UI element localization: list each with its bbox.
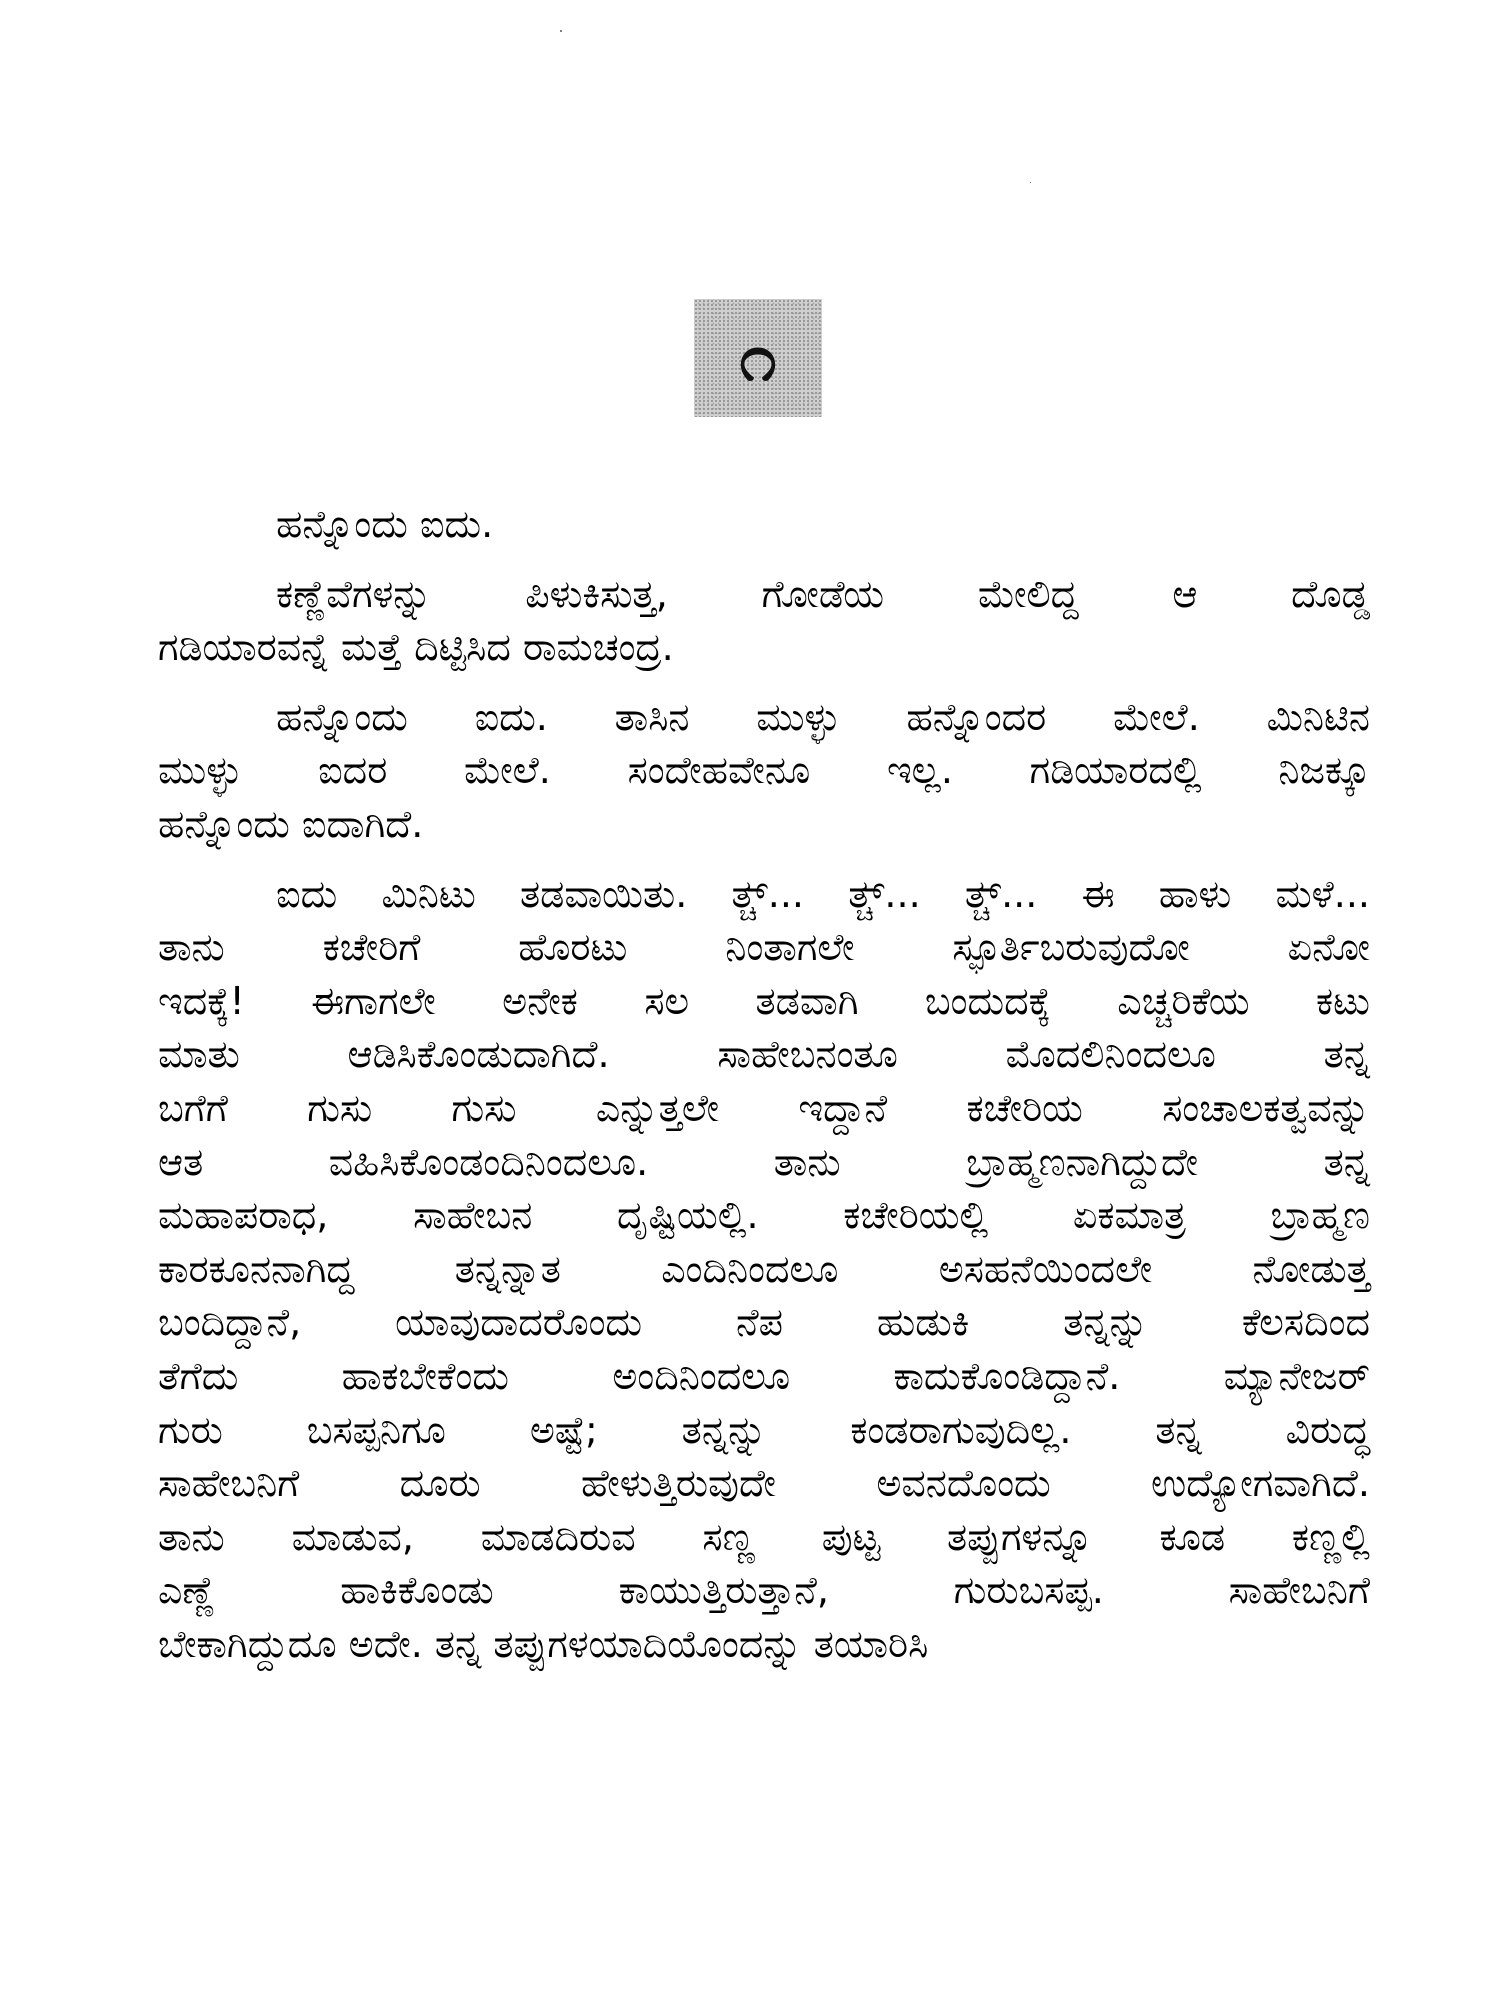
text-line: ಬೇಕಾಗಿದ್ದುದೂ ಅದೇ. ತನ್ನ ತಪ್ಪುಗಳಯಾದಿಯೊಂದನ್ನು ತಯಾರಿಸಿ <box>158 1621 929 1666</box>
paragraph <box>158 868 1370 1672</box>
chapter-number-box <box>694 299 822 417</box>
text-line: ಐದು ಮಿನಿಟು ತಡವಾಯಿತು. ತ್ಚ್... ತ್ಚ್... ತ್ಚ್... ಈ ಹಾಳು ಮಳೆ... <box>276 871 1370 916</box>
chapter-number: ೧ <box>739 319 777 396</box>
text-line: ಎಣ್ಣೆ ಹಾಕಿಕೊಂಡು ಕಾಯುತ್ತಿರುತ್ತಾನೆ, ಗುರುಬಸಪ್ಪ. ಸಾಹೇಬನಿಗೆ <box>158 1568 1370 1613</box>
text-line: ತೆಗೆದು ಹಾಕಬೇಕೆಂದು ಅಂದಿನಿಂದಲೂ ಕಾದುಕೊಂಡಿದ್ದಾನೆ. ಮ್ಯಾನೇಜರ್ <box>158 1353 1370 1398</box>
text-line: ಸಾಹೇಬನಿಗೆ ದೂರು ಹೇಳುತ್ತಿರುವುದೇ ಅವನದೊಂದು ಉದ್ಯೋಗವಾಗಿದೆ. <box>158 1461 1370 1506</box>
text-line: ತಾನು ಕಚೇರಿಗೆ ಹೊರಟು ನಿಂತಾಗಲೇ ಸ್ಫೂರ್ತಿಬರುವುದೋ ಏನೋ <box>158 925 1370 970</box>
text-line: ಗುರು ಬಸಪ್ಪನಿಗೂ ಅಷ್ಟೆ; ತನ್ನನ್ನು ಕಂಡರಾಗುವುದಿಲ್ಲ. ತನ್ನ ವಿರುದ್ಧ <box>158 1407 1370 1452</box>
text-line: ತಾನು ಮಾಡುವ, ಮಾಡದಿರುವ ಸಣ್ಣ ಪುಟ್ಟ ತಪ್ಪುಗಳನ್ನೂ ಕೂಡ ಕಣ್ಣಲ್ಲಿ <box>158 1514 1370 1559</box>
text-line: ಆತ ವಹಿಸಿಕೊಂಡಂದಿನಿಂದಲೂ. ತಾನು ಬ್ರಾಹ್ಮಣನಾಗಿದ್ದುದೇ ತನ್ನ <box>158 1139 1370 1184</box>
text-line: ಗಡಿಯಾರವನ್ನೆ ಮತ್ತೆ ದಿಟ್ಟಿಸಿದ ರಾಮಚಂದ್ರ. <box>158 625 674 670</box>
text-line: ಮಹಾಪರಾಧ, ಸಾಹೇಬನ ದೃಷ್ಟಿಯಲ್ಲಿ. ಕಚೇರಿಯಲ್ಲಿ ಏಕಮಾತ್ರ ಬ್ರಾಹ್ಮಣ <box>158 1193 1370 1238</box>
text-line: ಕಣ್ಣೆವೆಗಳನ್ನು ಪಿಳುಕಿಸುತ್ತ, ಗೋಡೆಯ ಮೇಲಿದ್ದ ಆ ದೊಡ್ಡ <box>276 571 1370 616</box>
scan-speck <box>560 30 562 32</box>
text-line: ಬಂದಿದ್ದಾನೆ, ಯಾವುದಾದರೊಂದು ನೆಪ ಹುಡುಕಿ ತನ್ನನ್ನು ಕೆಲಸದಿಂದ <box>158 1300 1370 1345</box>
paragraph <box>158 691 1370 852</box>
text-line: ಹನ್ನೊಂದು ಐದಾಗಿದೆ. <box>158 801 424 846</box>
scan-speck <box>1030 182 1031 183</box>
paragraph <box>158 498 1370 552</box>
text-line: ಮಾತು ಆಡಿಸಿಕೊಂಡುದಾಗಿದೆ. ಸಾಹೇಬನಂತೂ ಮೊದಲಿನಿಂದಲೂ ತನ್ನ <box>158 1032 1370 1077</box>
chapter-body-text <box>158 498 1370 1687</box>
text-line: ಬಗೆಗೆ ಗುಸು ಗುಸು ಎನ್ನುತ್ತಲೇ ಇದ್ದಾನೆ ಕಚೇರಿಯ ಸಂಚಾಲಕತ್ವವನ್ನು <box>158 1085 1370 1130</box>
text-line: ಇದಕ್ಕೆ! ಈಗಾಗಲೇ ಅನೇಕ ಸಲ ತಡವಾಗಿ ಬಂದುದಕ್ಕೆ ಎಚ್ಚರಿಕೆಯ ಕಟು <box>158 978 1370 1023</box>
text-line: ಕಾರಕೂನನಾಗಿದ್ದ ತನ್ನನ್ನಾತ ಎಂದಿನಿಂದಲೂ ಅಸಹನೆಯಿಂದಲೇ ನೋಡುತ್ತ <box>158 1246 1370 1291</box>
paragraph <box>158 568 1370 675</box>
text-line: ಹನ್ನೊಂದು ಐದು. <box>276 502 494 546</box>
text-line: ಹನ್ನೊಂದು ಐದು. ತಾಸಿನ ಮುಳ್ಳು ಹನ್ನೊಂದರ ಮೇಲೆ. ಮಿನಿಟಿನ <box>276 694 1370 739</box>
text-line: ಮುಳ್ಳು ಐದರ ಮೇಲೆ. ಸಂದೇಹವೇನೂ ಇಲ್ಲ. ಗಡಿಯಾರದಲ್ಲಿ ನಿಜಕ್ಕೂ <box>158 748 1370 793</box>
